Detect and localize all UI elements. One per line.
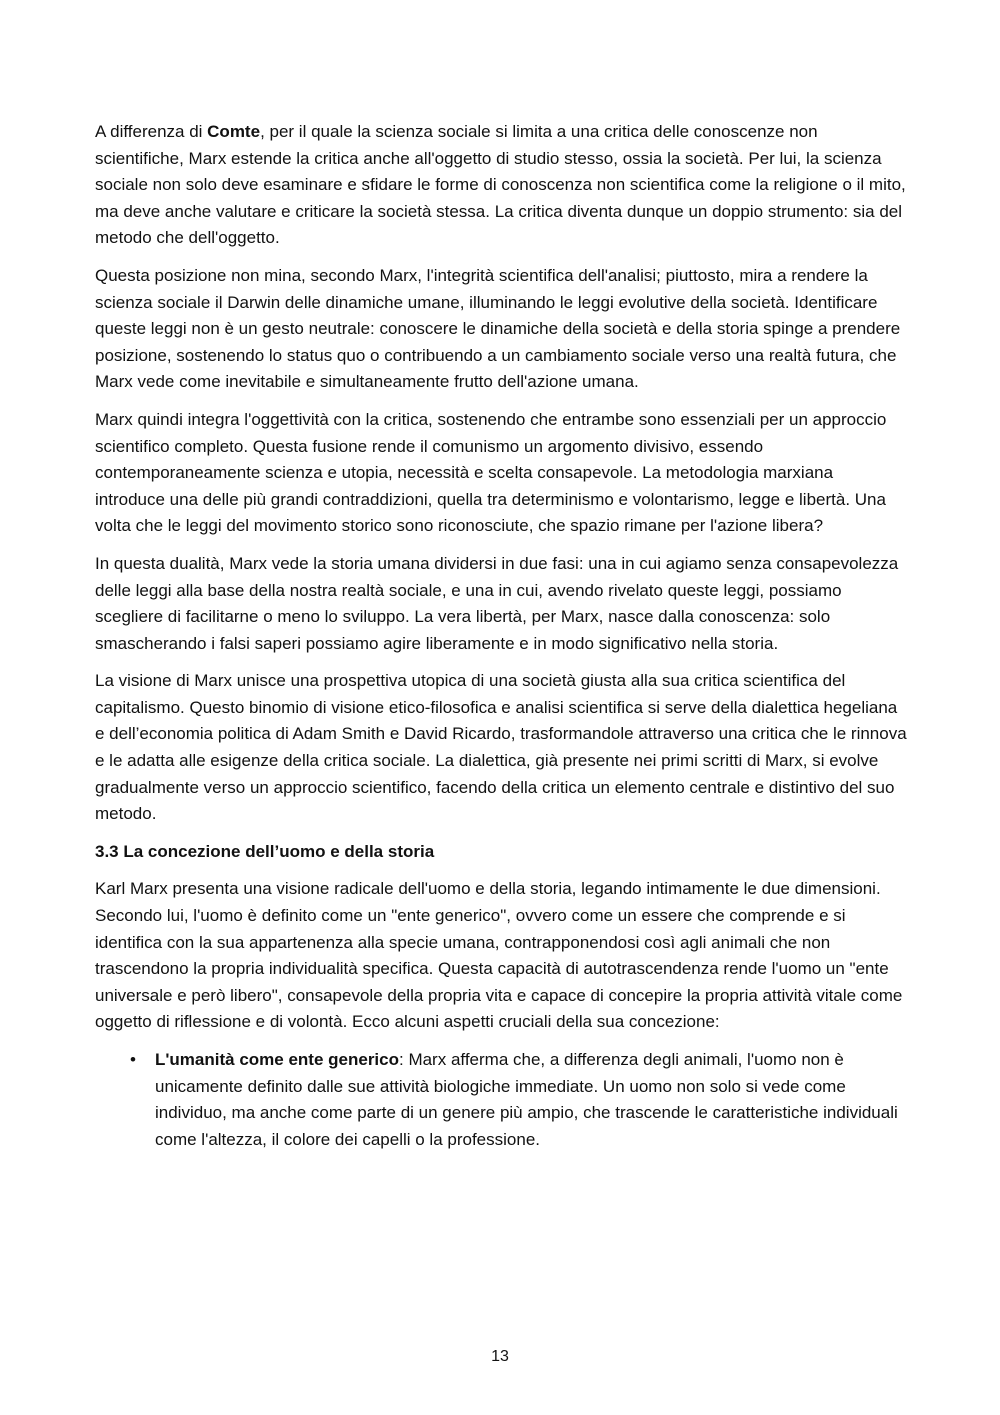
bullet-bold-term: L'umanità come ente generico [155, 1050, 399, 1069]
section-intro: Karl Marx presenta una visione radicale dell'uomo e della storia, legando intimamente le due dimensioni. Secondo lui, l'uomo è definito come un "ente generico", ovvero come un essere che comprende e si identifica con la sua appartenenza alla specie umana, contrapponendosi così agli animali che non trascendono la propria individualità specifica. Questa capacità di autotrascendenza rende l'uomo un "ente universale e però libero", consapevole della propria vita e capace di concepire la propria attività vitale come oggetto di riflessione e di volontà. Ecco alcuni aspetti cruciali della sua concezione: [95, 879, 903, 1032]
bullet-marker: • [130, 1050, 136, 1069]
bullet-list [95, 1047, 907, 1153]
paragraph-darwin: Questa posizione non mina, secondo Marx, l'integrità scientifica dell'analisi; piuttosto, mira a rendere la scienza sociale il Darwin delle dinamiche umane, illuminando le leggi evolutive della società. Identificare queste leggi non è un gesto neutrale: conoscere le dinamiche della società e della storia spinge a prendere posizione, sostenendo lo status quo o contribuendo a un cambiamento sociale verso una realtà futura, che Marx vede come inevitabile e simultaneamente frutto dell'azione umana. [95, 265, 901, 392]
paragraph-oggettivita: Marx quindi integra l'oggettività con la critica, sostenendo che entrambe sono essenziali per un approccio scientifico completo. Questa fusione rende il comunismo un argomento divisivo, essendo contemporaneamente scienza e utopia, necessità e scelta consapevole. La metodologia marxiana introduce una delle più grandi contraddizioni, quella tra determinismo e volontarismo, legge e libertà. Una volta che le leggi del movimento storico sono riconosciute, che spazio rimane per l'azione libera? [95, 409, 887, 536]
paragraph-text: , per il quale la scienza sociale si limita a una critica delle conoscenze non scientifiche, Marx estende la critica anche all'oggetto di studio stesso, ossia la società. Per lui, la scienza sociale non solo deve esaminare e sfidare le forme di conoscenza non scientifica come la religione o il mito, ma deve anche valutare e criticare la società stessa. La critica diventa dunque un doppio strumento: sia del metodo che dell'oggetto. [95, 122, 906, 248]
page-number: 13 [491, 1348, 509, 1365]
bold-term-comte: Comte [207, 122, 261, 141]
paragraph-comte [95, 119, 907, 252]
bullet-text: : Marx afferma che, a differenza degli animali, l'uomo non è unicamente definito dalle sue attività biologiche immediate. Un uomo non solo si vede come individuo, ma anche come parte di un genere più ampio, che trascende le caratteristiche individuali come l'altezza, il colore dei capelli o la professione. [155, 1050, 898, 1149]
list-item [95, 1047, 907, 1153]
paragraph-visione: La visione di Marx unisce una prospettiva utopica di una società giusta alla sua critica scientifica del capitalismo. Questo binomio di visione etico-filosofica e analisi scientifica si serve della dialettica hegeliana e dell’economia politica di Adam Smith e David Ricardo, trasformandole attraverso una critica che le rinnova e le adatta alle esigenze della critica sociale. La dialettica, già presente nei primi scritti di Marx, si evolve gradualmente verso un approccio scientifico, facendo della critica un elemento centrale e distintivo del suo metodo. [95, 671, 907, 824]
paragraph-text: A differenza di [95, 122, 208, 141]
document-body [95, 119, 907, 1153]
paragraph-dualita: In questa dualità, Marx vede la storia umana dividersi in due fasi: una in cui agiamo senza consapevolezza delle leggi alla base della nostra realtà sociale, e una in cui, avendo rivelato queste leggi, possiamo scegliere di facilitarne o meno lo sviluppo. La vera libertà, per Marx, nasce dalla conoscenza: solo smascherando i falsi saperi possiamo agire liberamente e in modo significativo nella storia. [95, 553, 899, 653]
section-heading: 3.3 La concezione dell’uomo e della storia [95, 841, 435, 861]
